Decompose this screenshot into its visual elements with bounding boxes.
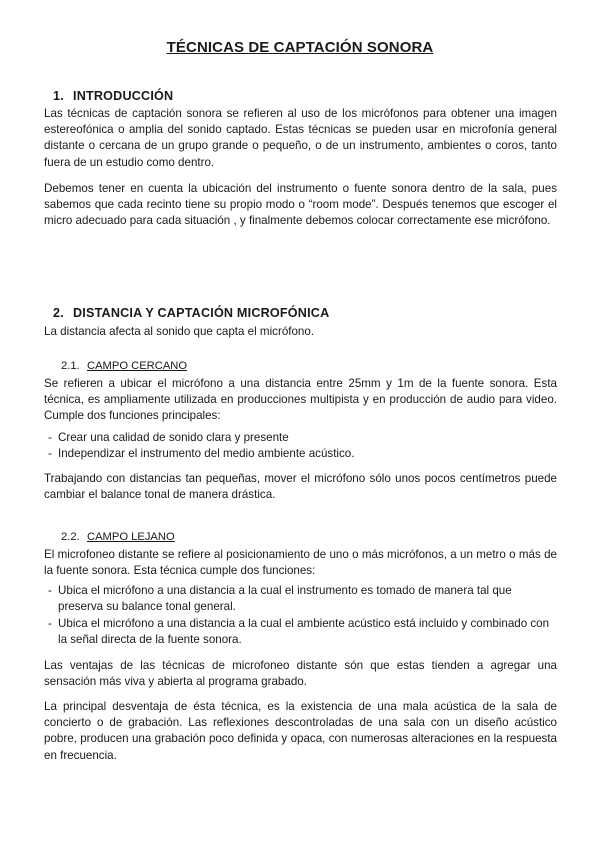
far-field-paragraph-2: Las ventajas de las técnicas de microfoneo distante són que estas tienden a agregar una sensación más viva y abierta al programa grabado. <box>44 659 557 689</box>
section-2-number: 2. <box>53 306 64 320</box>
near-field-paragraph-1: Se refieren a ubicar el micrófono a una distancia entre 25mm y 1m de la fuente sonora. Esta técnica, es ampliamente utilizada en producciones multipista y en producción de audio para video. Cumple dos funciones principales: <box>44 377 557 423</box>
far-field-paragraph-3: La principal desventaja de ésta técnica, es la existencia de una mala acústica de la sala de concierto o de grabación. Las reflexiones descontroladas de una sala con un diseño acústico pobre, producen una grabación poco definida y opaca, con numerosas alteraciones en la respuesta en frecuencia. <box>44 700 557 762</box>
bullet-dash: - <box>48 447 52 460</box>
section-1-heading <box>53 88 173 104</box>
subsection-2-1-title: CAMPO CERCANO <box>87 360 188 372</box>
bullet-text: Ubica el micrófono a una distancia a la cual el ambiente acústico está incluido y combinado con la señal directa de la fuente sonora. <box>58 617 550 647</box>
near-field-bullet-2 <box>48 446 557 462</box>
section-1-number: 1. <box>53 89 64 103</box>
bullet-dash: - <box>48 584 52 597</box>
section-2-heading <box>53 305 329 321</box>
section-2-intro: La distancia afecta al sonido que capta el micrófono. <box>44 325 315 338</box>
far-field-bullet-1 <box>48 583 557 615</box>
bullet-dash: - <box>48 617 52 630</box>
far-field-paragraph-1: El microfoneo distante se refiere al posicionamiento de uno o más micrófonos, a un metro o más de la fuente sonora. Esta técnica cumple dos funciones: <box>44 548 557 578</box>
far-field-bullet-2 <box>48 616 557 648</box>
section-2-title: DISTANCIA Y CAPTACIÓN MICROFÓNICA <box>73 306 330 320</box>
subsection-2-2-title: CAMPO LEJANO <box>87 531 175 543</box>
document-title: TÉCNICAS DE CAPTACIÓN SONORA <box>166 39 434 56</box>
subsection-2-1-number: 2.1. <box>61 360 80 372</box>
intro-paragraph-1: Las técnicas de captación sonora se refieren al uso de los micrófonos para obtener una imagen estereofónica o amplia del sonido captado. Estas técnicas se pueden usar en microfonía general distante o cercana de un grupo grande o pequeño, o de un instrumento, ambientes o coros, tanto fuera de un estudio como dentro. <box>44 107 557 169</box>
intro-paragraph-2: Debemos tener en cuenta la ubicación del instrumento o fuente sonora dentro de la sala, pues sabemos que cada recinto tiene su propio modo o “room mode”. Después tenemos que escoger el micro adecuado para cada situación , y finalmente debemos colocar correctamente ese micrófono. <box>44 182 557 228</box>
bullet-text: Crear una calidad de sonido clara y presente <box>58 431 289 444</box>
bullet-text: Independizar el instrumento del medio ambiente acústico. <box>58 447 355 460</box>
subsection-2-2-number: 2.2. <box>61 531 80 543</box>
near-field-paragraph-2: Trabajando con distancias tan pequeñas, mover el micrófono sólo unos pocos centímetros puede cambiar el balance tonal de manera drástica. <box>44 472 557 502</box>
subsection-2-2-heading <box>61 529 175 545</box>
bullet-dash: - <box>48 431 52 444</box>
section-1-title: INTRODUCCIÓN <box>73 89 174 103</box>
subsection-2-1-heading <box>61 358 187 374</box>
near-field-bullet-1 <box>48 430 557 446</box>
bullet-text: Ubica el micrófono a una distancia a la cual el instrumento es tomado de manera tal que preserva su balance tonal general. <box>58 584 512 614</box>
